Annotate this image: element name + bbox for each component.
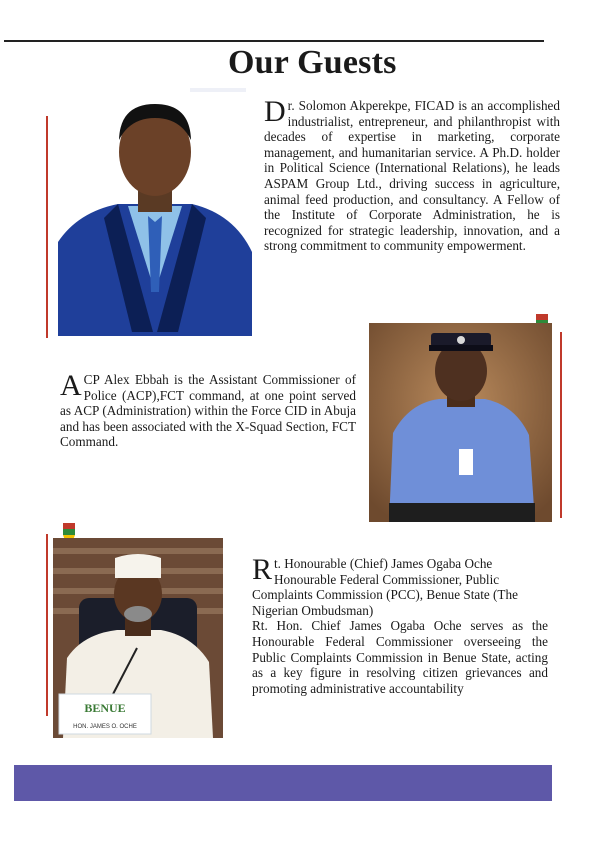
guest-bio-2: [60, 369, 356, 450]
guest-bio-3: [252, 553, 548, 696]
guest-photo-akperekpe: [58, 92, 252, 336]
guest-photo-ebbah: [369, 323, 552, 522]
guest-bio-1: [264, 95, 560, 254]
page-title: Our Guests: [228, 44, 397, 81]
guest-photo-oche: [53, 538, 223, 738]
bio-text-2: CP Alex Ebbah is the Assistant Commissioner of Police (ACP),FCT command, at one point served as ACP (Administration) within the Force CID in Abuja and has been associated with the X-Squad Section, FCT Command.: [60, 372, 356, 450]
footer-band: [14, 765, 552, 801]
drop-cap-1: D: [264, 95, 286, 128]
drop-cap-2: A: [60, 369, 82, 402]
bio-text-1: r. Solomon Akperekpe, FICAD is an accomplished industrialist, entrepreneur, and philanthropist with decades of expertise in marketing, corporate management, and humanitarian service. A Ph.D. holder in Political Science (International Relations), he leads ASPAM Group Ltd., driving success in agriculture, animal feed production, and consultancy. A Fellow of the Institute of Corporate Administration, he is recognized for strategic leadership, innovation, and a strong commitment to community empowerment.: [264, 98, 560, 254]
bio-text-3a: t. Honourable (Chief) James Ogaba Oche Honourable Federal Commissioner, Public Complaints Commission (PCC), Benue State (The Nigerian Ombudsman): [252, 556, 518, 618]
top-rule: [4, 40, 544, 42]
nameplate-name: HON. JAMES O. OCHE: [73, 724, 137, 730]
accent-line-2: [560, 332, 562, 518]
bio-3-intro: [252, 553, 548, 618]
accent-line-3: [46, 534, 48, 716]
accent-line-1: [46, 116, 48, 338]
drop-cap-3: R: [252, 553, 273, 586]
nameplate-title: BENUE: [84, 701, 126, 715]
bio-text-3b: Rt. Hon. Chief James Ogaba Oche serves as the Honourable Federal Commissioner overseeing the Public Complaints Commission in Benue State, acting as a key figure in resolving citizen grievances and promoting administrative accountability: [252, 618, 548, 696]
